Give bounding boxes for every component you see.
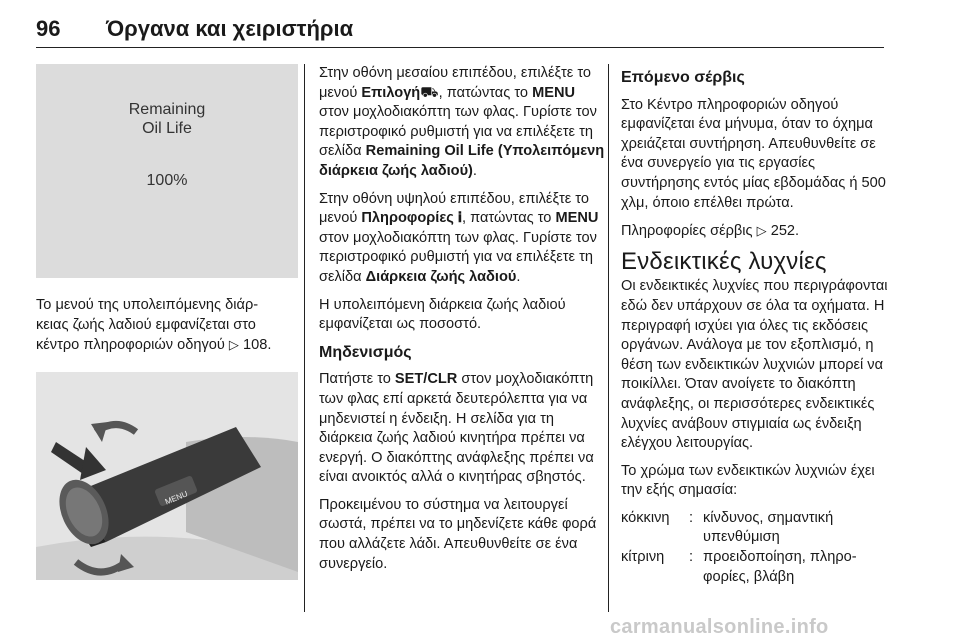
paragraph-warning-lights: Οι ενδεικτικές λυχνίες που περιγράφονται εδώ δεν υπάρχουν σε όλα τα οχήματα. Η περιγραφή ισχύει για όλες τις εκδόσεις οργάνων. Ανάλογα με τον εξοπλισμό, η θέση των ενδεικτικών λυχνιών μπορεί να ποικίλλει. Όταν ανοίγετε το διακόπτη ανάφλεξης, οι περισσότερες ενδεικτικές λυχνίες ανάβουν στιγμιαία ως ένδειξη ελέγχου λειτουργίας. (621, 278, 888, 452)
color-meaning-table (621, 509, 888, 587)
display-line-2: Oil Life (142, 120, 192, 137)
lever-illustration (36, 372, 298, 580)
remaining-oil-life-label: Remaining Oil Life (Υπολειπόμενη διάρκεια ζωής λαδιού) (319, 143, 605, 179)
display-line-1: Remaining (128, 101, 206, 118)
paragraph-next-service: Στο Κέντρο πληροφοριών οδηγού εμφανίζεται ένα μήνυμα, όταν το όχημα χρειάζεται συντήρηση. Απευθυνθείτε σε ένα συνεργείο για τις εργασίες συντήρησης εντός μίας εβδομάδας ή 500 χλμ, όποιο επέλθει πρώτα. (621, 96, 886, 211)
page-header (36, 14, 884, 48)
column-left (36, 64, 298, 580)
separator: : (689, 549, 694, 566)
page-title: Όργανα και χειριστήρια (106, 16, 354, 41)
color-name: κόκκινη (621, 509, 670, 526)
color-meaning: προειδοποίηση, πληροφορίες, βλάβη (703, 549, 857, 585)
menu-button-label-2: MENU (555, 210, 599, 227)
info-menu-label: Πληροφορίες (361, 210, 454, 227)
paragraph-percentage: Η υπολειπόμενη διάρκεια ζωής λαδιού εμφανίζεται ως ποσοστό. (319, 296, 566, 333)
paragraph-color-meaning: Το χρώμα των ενδεικτικών λυχνιών έχει την εξής σημασία: (621, 462, 875, 499)
service-info-reference: Πληροφορίες σέρβις ▷ 252. (621, 223, 800, 240)
info-icon: 𝐢 (457, 210, 462, 227)
page-reference[interactable]: 108. (242, 337, 272, 354)
set-clr-label: SET/CLR (394, 371, 458, 388)
svg-text:MENU: MENU (163, 489, 189, 507)
display-value: 100% (146, 172, 188, 189)
oil-life-page-label: Διάρκεια ζωής λαδιού (365, 268, 517, 285)
page-reference[interactable]: 252. (770, 223, 800, 240)
color-name: κίτρινη (621, 549, 665, 566)
paragraph-mid-level-display: Στην οθόνη μεσαίου επιπέδου, επιλέξτε το μενού Επιλογή⛟, πατώντας το MENU στον μοχλοδιακόπτη των φλας. Γυρίστε τον περιστροφικό ρυθμιστή για να επιλέξετε τη σελίδα Remaining Oil Life (Υπολειπόμενη διάρκεια ζωής λαδιού). (319, 65, 605, 179)
heading-next-service: Επόμενο σέρβις (621, 69, 745, 86)
reference-arrow-icon: ▷ (228, 337, 239, 353)
color-meaning: κίνδυνος, σημαντική υπενθύμιση (703, 509, 834, 546)
display-caption: Το μενού της υπολειπόμενης διάρ- κειας ζωής λαδιού εμφανίζεται στο κέντρο πληροφοριών οδηγού ▷ 108. (36, 297, 272, 354)
oil-life-display-image (36, 64, 298, 278)
turn-signal-lever-image (36, 372, 298, 580)
column-middle (304, 64, 608, 612)
reference-arrow-icon: ▷ (756, 223, 767, 239)
separator: : (689, 509, 694, 526)
paragraph-high-level-display: Στην οθόνη υψηλού επιπέδου, επιλέξτε το μενού Πληροφορίες 𝐢, πατώντας το MENU στον μοχλοδιακόπτη των φλας. Γυρίστε τον περιστροφικό ρυθμιστή για να επιλέξετε τη σελίδα Διάρκεια ζωής λαδιού. (319, 190, 599, 285)
heading-warning-lights: Ενδεικτικές λυχνίες (621, 247, 827, 275)
paragraph-reset-note: Προκειμένου το σύστημα να λειτουργεί σωστά, πρέπει να το μηδενίζετε κάθε φορά που αλλάζετε λάδι. Απευθυνθείτε σε ένα συνεργείο. (319, 496, 597, 572)
paragraph-reset: Πατήστε το SET/CLR στον μοχλοδιακόπτη των φλας επί αρκετά δευτερόλεπτα για να μηδενιστεί η ένδειξη. Η σελίδα για τη διάρκεια ζωής λαδιού κινητήρα πρέπει να ενεργή. Ο διακόπτης ανάφλεξης πρέπει να είναι ανοικτός αλλά ο κινητήρας σβηστός. (319, 371, 594, 486)
column-right (608, 64, 888, 612)
car-menu-icon: ⛟ (420, 84, 439, 101)
menu-options-label: Επιλογή (361, 84, 421, 101)
menu-button-label: MENU (532, 84, 576, 101)
page-number: 96 (36, 16, 61, 41)
heading-reset: Μηδενισμός (319, 343, 412, 361)
watermark: carmanualsonline.info (610, 616, 829, 638)
